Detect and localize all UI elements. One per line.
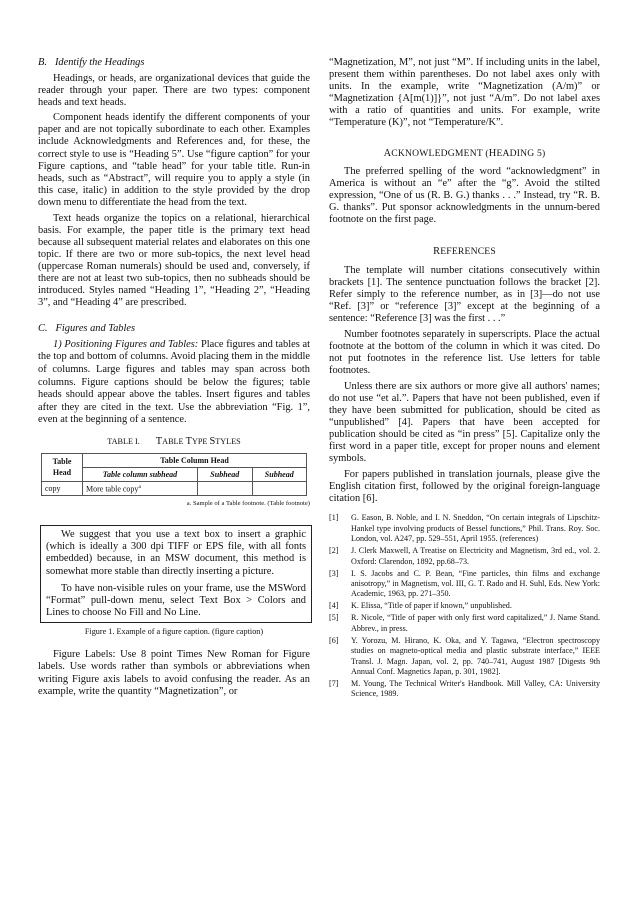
acknowledgment-heading: ACKNOWLEDGMENT (HEADING 5) xyxy=(383,147,546,159)
reference-item xyxy=(329,679,600,700)
table-footnote: a. Sample of a Table footnote. (Table footnote) xyxy=(186,499,310,507)
reference-item xyxy=(329,513,600,544)
reference-text: M. Young, The Technical Writer's Handbook. Mill Valley, CA: University Science, 1989. xyxy=(351,678,600,699)
table-subhead-3: Subhead xyxy=(252,467,307,481)
reference-text: R. Nicole, “Title of paper with only first word capitalized,” J. Name Stand. Abbrev., in press. xyxy=(351,613,600,633)
section-c-heading: C. Figures and Tables xyxy=(38,323,136,335)
table-cell-more: More table copy$^a$ xyxy=(83,481,198,495)
table-column-head: Table Column Head xyxy=(83,453,307,467)
reference-number: [7] xyxy=(329,678,339,688)
table-cell-copy: copy xyxy=(42,481,83,495)
figure-text-box xyxy=(40,525,312,623)
reference-number: [5] xyxy=(329,613,339,623)
paragraph-figure-labels: Figure Labels: Use 8 point Times New Roman for Figure labels. Use words rather than symbols or abbreviations when writing Figure axis labels to avoid confusing the reader. As an example, write the quantity “Magnetization”, or xyxy=(38,649,310,697)
paragraph-magnetization: “Magnetization, M”, not just “M”. If including units in the label, present them within parentheses. Do not label axes only with units. In the example, write “Magnetization (A/m)” or “Magnetization {A[m(1)]}”, not just “A/m”. Do not label axes with a ratio of quantities and units. For example, write “Temperature (K)”, not “Temperature/K”. xyxy=(329,57,600,129)
table-cell-empty xyxy=(252,481,307,495)
reference-item xyxy=(329,601,600,611)
table-cell-empty xyxy=(198,481,253,495)
reference-number: [6] xyxy=(329,635,339,645)
table-subhead-1: Table column subhead xyxy=(83,467,198,481)
paragraph-positioning: 1) Positioning Figures and Tables: Place figures and tables at the top and bottom of columns. Avoid placing them in the middle of columns. Large figures and tables may span across both columns. Figure captions should be below the figures; table heads should appear above the tables. Insert figures and tables after they are cited in the text. Use the abbreviation “Fig. 1”, even at the beginning of a sentence. xyxy=(38,338,310,426)
reference-number: [1] xyxy=(329,513,339,523)
paragraph-footnotes: Number footnotes separately in superscripts. Place the actual footnote at the bottom of the column in which it was cited. Do not put footnotes in the reference list. Use letters for table footnotes. xyxy=(329,329,600,377)
figure-box-paragraph: To have non-visible rules on your frame, use the MSWord “Format” pull-down menu, select Text Box > Colors and Lines to choose No Fill and No Line. xyxy=(46,582,306,619)
reference-text: I. S. Jacobs and C. P. Bean, “Fine particles, thin films and exchange anisotropy,” in Magnetism, vol. III, G. T. Rado and H. Suhl, Eds. New York: Academic, 1963, pp. 271–350. xyxy=(351,568,600,599)
reference-text: G. Eason, B. Noble, and I. N. Sneddon, “On certain integrals of Lipschitz-Hankel type involving products of Bessel functions,” Phil. Trans. Roy. Soc. London, vol. A247, pp. 529–551, April 1955. (references) xyxy=(351,513,600,544)
reference-text: K. Elissa, “Title of paper if known,” unpublished. xyxy=(351,601,512,611)
figure-caption: Figure 1. Example of a figure caption. (figure caption) xyxy=(84,627,264,637)
reference-text: J. Clerk Maxwell, A Treatise on Electricity and Magnetism, 3rd ed., vol. 2. Oxford: Clarendon, 1892, pp.68–73. xyxy=(351,546,600,566)
paragraph-authors: Unless there are six authors or more give all authors' names; do not use “et al.”. Papers that have not been published, even if they have been submitted for publication, should be cited as “unpublished” [4]. Papers that have been accepted for publication should be cited as “in press” [5]. Capitalize only the first word in a paper title, except for proper nouns and element symbols. xyxy=(329,380,600,465)
table-subhead-2: Subhead xyxy=(198,467,253,481)
reference-number: [3] xyxy=(329,568,339,578)
reference-text: Y. Yorozu, M. Hirano, K. Oka, and Y. Tagawa, “Electron spectroscopy studies on magneto-optical media and plastic substrate interface,” IEEE Transl. J. Magn. Japan, vol. 2, pp. 740–741, August 1987 [Digests 9th Annual Conf. Magnetics Japan, p. 301, 1982]. xyxy=(351,635,600,676)
references-heading: REFERENCES xyxy=(433,246,496,258)
sample-table xyxy=(41,453,307,496)
reference-list xyxy=(329,513,600,699)
paragraph-acknowledgment: The preferred spelling of the word “acknowledgment” in America is without an “e” after the “g”. Avoid the stilted expression, “One of us (R. B. G.) thanks . . .” Instead, try “R. B. G. thanks”. Put sponsor acknowledgments in the unnum-bered footnote on the first page. xyxy=(329,165,600,225)
figure-box-paragraph: We suggest that you use a text box to insert a graphic (which is ideally a 300 dpi TIFF or EPS file, with all fonts embedded) because, in an MSW document, this method is somewhat more stable than directly inserting a picture. xyxy=(46,528,306,577)
reference-item xyxy=(329,569,600,600)
reference-item xyxy=(329,613,600,634)
reference-item xyxy=(329,636,600,678)
reference-number: [2] xyxy=(329,546,339,556)
reference-item xyxy=(329,546,600,567)
paragraph-text-heads: Text heads organize the topics on a relational, hierarchical basis. For example, the paper title is the primary text head because all subsequent material relates and elaborates on this one topic. If there are two or more sub-topics, the next level head (uppercase Roman numerals) should be used and, conversely, if there are not at least two sub-topics, then no subheads should be introduced. Styles named “Heading 1”, “Heading 2”, “Heading 3”, and “Heading 4” are prescribed. xyxy=(38,212,310,309)
paragraph-citations: The template will number citations consecutively within brackets [1]. The sentence punctuation follows the bracket [2]. Refer simply to the reference number, as in [3]—do not use “Ref. [3]” or “reference [3]” except at the beginning of a sentence: “Reference [3] was the first . . .” xyxy=(329,265,600,325)
reference-number: [4] xyxy=(329,601,339,611)
table-title: TABLE I. TABLE TYPE STYLES xyxy=(107,435,241,447)
paragraph-headings-intro: Headings, or heads, are organizational devices that guide the reader through your paper. There are two types: component heads and text heads. xyxy=(38,72,310,108)
left-column xyxy=(38,57,310,698)
paragraph-translation: For papers published in translation journals, please give the English citation first, followed by the original foreign-language citation [6]. xyxy=(329,469,600,505)
right-column xyxy=(329,57,600,701)
paragraph-component-heads: Component heads identify the different components of your paper and are not topically subordinate to each other. Examples include Acknowledgments and References and, for these, the correct style to use is “Heading 5”. Use “figure caption” for your Figure captions, and “table head” for your table title. Run-in heads, such as “Abstract”, will require you to apply a style (in this case, italic) in addition to the style provided by the drop down menu to differentiate the head from the text. xyxy=(38,112,310,208)
table-row-head: Table Head xyxy=(42,453,83,481)
section-b-heading: B. Identify the Headings xyxy=(38,57,145,68)
